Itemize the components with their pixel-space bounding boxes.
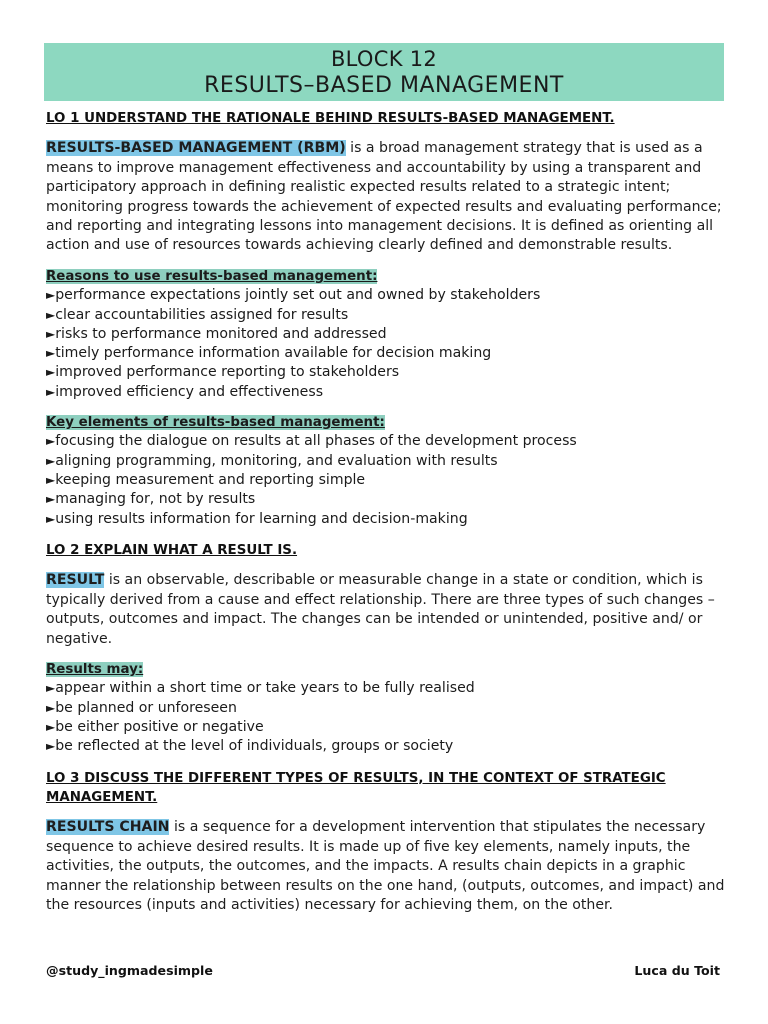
footer-author: Luca du Toit [634, 963, 720, 978]
list-item: ►appear within a short time or take years to be fully realised [46, 680, 475, 697]
bullet-arrow-icon: ► [46, 326, 56, 341]
list-item: ►risks to performance monitored and addressed [46, 325, 387, 342]
list-item: ►performance expectations jointly set out and owned by stakeholders [46, 287, 541, 304]
footer-handle: @study_ingmadesimple [46, 963, 213, 978]
bullet-arrow-icon: ► [46, 511, 56, 526]
results-chain-term: RESULTS CHAIN [46, 819, 170, 836]
bullet-arrow-icon: ► [46, 681, 56, 696]
list-item: ►be either positive or negative [46, 718, 264, 735]
bullet-arrow-icon: ► [46, 346, 56, 361]
elements-list [46, 432, 726, 528]
main-content [46, 109, 726, 915]
lo2-heading: LO 2 EXPLAIN WHAT A RESULT IS. [46, 542, 298, 558]
title-banner [44, 43, 724, 101]
list-item: ►improved efficiency and effectiveness [46, 383, 324, 400]
list-item: ►be planned or unforeseen [46, 699, 237, 716]
list-item: ►clear accountabilities assigned for results [46, 306, 349, 323]
list-item: ►improved performance reporting to stakeholders [46, 364, 400, 381]
list-item: ►be reflected at the level of individuals, groups or society [46, 738, 454, 755]
bullet-arrow-icon: ► [46, 365, 56, 380]
bullet-arrow-icon: ► [46, 739, 56, 754]
bullet-arrow-icon: ► [46, 434, 56, 449]
rbm-definition-text: is a broad management strategy that is used as a means to improve management effectiveness and accountability by using a transparent and participatory approach in defining realistic expected results related to a strategic intent; monitoring progress towards the achievement of expected results and evaluating performance; and reporting and integrating lessons into management decisions. It is defined as orienting all action and use of resources towards achieving clearly defined and demonstrable results. [46, 140, 722, 254]
bullet-arrow-icon: ► [46, 473, 56, 488]
result-term: RESULT [46, 572, 105, 589]
rbm-definition [46, 139, 726, 255]
list-item: ►timely performance information available for decision making [46, 345, 492, 362]
list-item: ►managing for, not by results [46, 491, 256, 508]
bullet-arrow-icon: ► [46, 700, 56, 715]
lo3-heading: LO 3 DISCUSS THE DIFFERENT TYPES OF RESULTS, IN THE CONTEXT OF STRATEGIC MANAGEMENT. [46, 770, 666, 805]
bullet-arrow-icon: ► [46, 492, 56, 507]
results-chain-definition [46, 818, 726, 915]
bullet-arrow-icon: ► [46, 307, 56, 322]
results-chain-definition-text: is a sequence for a development intervention that stipulates the necessary sequence to achieve desired results. It is made up of five key elements, namely inputs, the activities, the outputs, the outcomes, and the impacts. A results chain depicts in a graphic manner the relationship between results on the one hand, (outputs, outcomes, and impact) and the resources (inputs and activities) necessary for achieving them, on the other. [46, 819, 725, 913]
list-item: ►focusing the dialogue on results at all phases of the development process [46, 433, 577, 450]
rbm-term: RESULTS-BASED MANAGEMENT (RBM) [46, 140, 346, 157]
reasons-list [46, 286, 726, 402]
list-item: ►aligning programming, monitoring, and evaluation with results [46, 452, 498, 469]
bullet-arrow-icon: ► [46, 288, 56, 303]
bullet-arrow-icon: ► [46, 453, 56, 468]
bullet-arrow-icon: ► [46, 384, 56, 399]
page-title: RESULTS–BASED MANAGEMENT [204, 73, 564, 98]
reasons-heading: Reasons to use results-based management: [46, 268, 378, 284]
results-may-list [46, 679, 726, 756]
block-number: BLOCK 12 [330, 47, 438, 71]
elements-heading: Key elements of results-based management: [46, 415, 385, 431]
list-item: ►keeping measurement and reporting simple [46, 472, 366, 489]
lo1-heading: LO 1 UNDERSTAND THE RATIONALE BEHIND RESULTS-BASED MANAGEMENT. [46, 111, 615, 126]
list-item: ►using results information for learning and decision-making [46, 510, 468, 527]
bullet-arrow-icon: ► [46, 719, 56, 734]
result-definition [46, 571, 726, 649]
results-may-heading: Results may: [46, 661, 144, 677]
result-definition-text: is an observable, describable or measurable change in a state or condition, which is typically derived from a cause and effect relationship. There are three types of such changes – outputs, outcomes and impact. The changes can be intended or unintended, positive and/ or negative. [46, 572, 715, 647]
